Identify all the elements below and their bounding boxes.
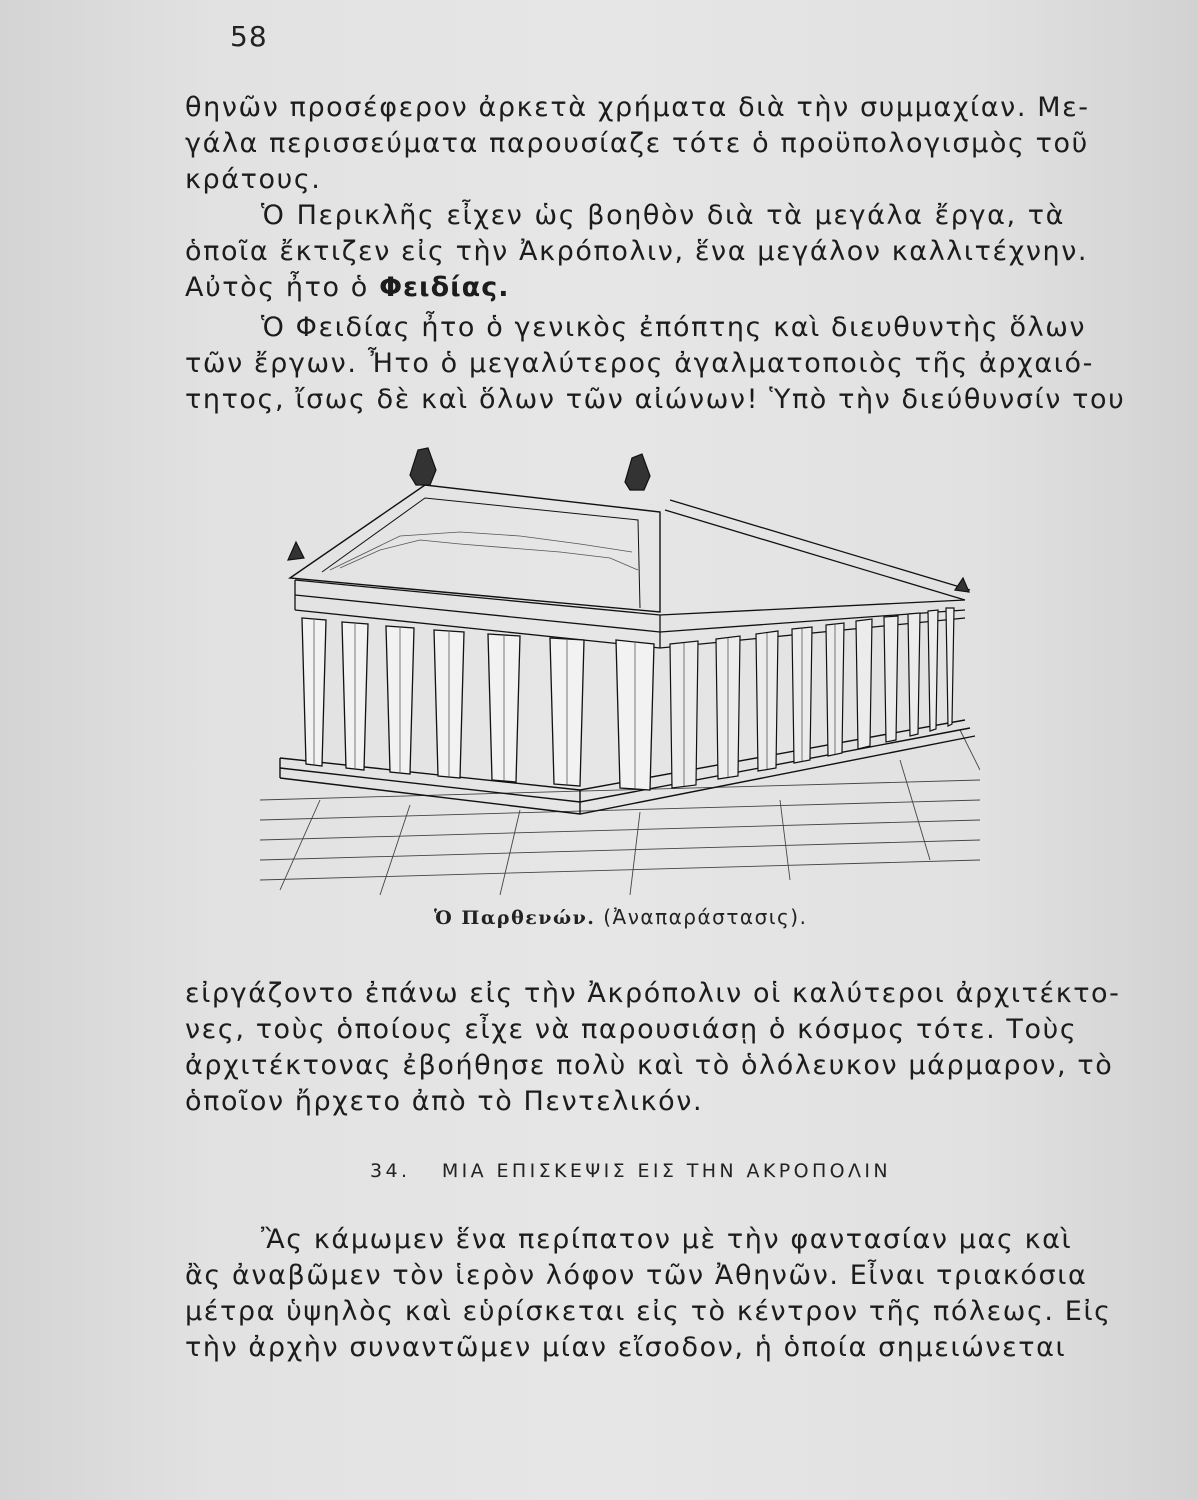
page-number: 58 [230, 20, 268, 53]
text-line: ἀρχιτέκτονας ἐβοήθησε πολὺ καὶ τὸ ὁλόλευκον μάρμαρον, τὸ [185, 1050, 1114, 1081]
parthenon-illustration [260, 440, 980, 900]
pediment [290, 485, 660, 612]
text-line: εἰργάζοντο ἐπάνω εἰς τὴν Ἀκρόπολιν οἱ καλύτεροι ἀρχιτέκτο- [185, 978, 1121, 1009]
text-line: μέτρα ὑψηλὸς καὶ εὑρίσκεται εἰς τὸ κέντρον τῆς πόλεως. Εἰς [185, 1296, 1112, 1327]
paragraph-2 [185, 198, 1089, 306]
parthenon-icon [260, 440, 980, 900]
text-line: ὁποῖον ἤρχετο ἀπὸ τὸ Πεντελικόν. [185, 1086, 704, 1117]
text-line: Ὁ Περικλῆς εἶχεν ὡς βοηθὸν διὰ τὰ μεγάλα ἔργα, τὰ [261, 200, 1065, 231]
bold-name-pheidias: Φειδίας. [379, 272, 510, 303]
text-line: τὴν ἀρχὴν συναντῶμεν μίαν εἴσοδον, ἡ ὁποία σημειώνεται [185, 1332, 1067, 1363]
paragraph-4 [185, 976, 1121, 1120]
text-line: θηνῶν προσέφερον ἀρκετὰ χρήματα διὰ τὴν συμμαχίαν. Με- [185, 92, 1090, 123]
paragraph-1 [185, 90, 1090, 198]
text-line: ἂς ἀναβῶμεν τὸν ἱερὸν λόφον τῶν Ἀθηνῶν. Εἶναι τριακόσια [185, 1260, 1088, 1291]
text-line: Ὁ Φειδίας ἦτο ὁ γενικὸς ἐπόπτης καὶ διευθυντὴς ὅλων [261, 312, 1087, 343]
text-line: τητος, ἴσως δὲ καὶ ὅλων τῶν αἰώνων! Ὑπὸ τὴν διεύθυνσίν του [185, 384, 1126, 415]
figure-caption [434, 905, 807, 929]
text-line: Ἂς κάμωμεν ἕνα περίπατον μὲ τὴν φαντασίαν μας καὶ [261, 1224, 1073, 1255]
text-line: νες, τοὺς ὁποίους εἶχε νὰ παρουσιάσῃ ὁ κόσμος τότε. Τοὺς [185, 1014, 1078, 1045]
text-line: κράτους. [185, 164, 322, 195]
text-line: τῶν ἔργων. Ἦτο ὁ μεγαλύτερος ἀγαλματοποιὸς τῆς ἀρχαιό- [185, 348, 1094, 379]
caption-note: (Ἀναπαράστασις). [603, 905, 808, 929]
caption-title: Ὁ Παρθενών. [434, 907, 596, 929]
side-columns [670, 608, 954, 788]
section-title: ΜΙΑ ΕΠΙΣΚΕΨΙΣ ΕΙΣ ΤΗΝ ΑΚΡΟΠΟΛΙΝ [441, 1160, 892, 1182]
section-number: 34. [370, 1160, 411, 1182]
text-line: γάλα περισσεύματα παρουσίαζε τότε ὁ προϋπολογισμὸς τοῦ [185, 128, 1089, 159]
paragraph-5 [185, 1222, 1112, 1366]
text-line: ὁποῖα ἔκτιζεν εἰς τὴν Ἀκρόπολιν, ἕνα μεγάλον καλλιτέχνην. [185, 236, 1089, 267]
section-heading [370, 1160, 891, 1182]
text-fragment: Αὐτὸς ἦτο ὁ [185, 272, 380, 303]
text-line-with-name [185, 270, 1065, 306]
paragraph-3 [185, 310, 1126, 418]
